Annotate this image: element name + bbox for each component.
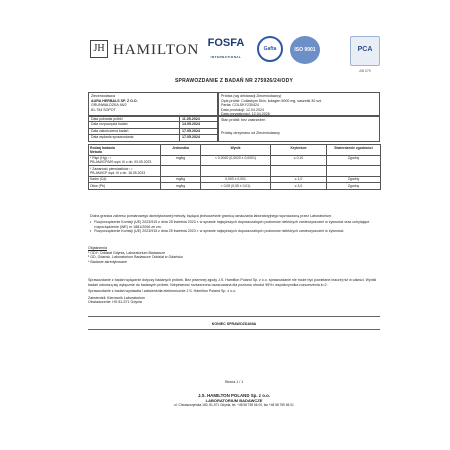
sample-box — [218, 92, 380, 116]
column-header-conformity: Stwierdzenie zgodności — [327, 145, 381, 156]
criterion-cell: ≤ 3,0 — [271, 183, 327, 189]
sample-state-box — [218, 116, 380, 142]
legend-line: ¹ ODY: Oddział Gdynia, Laboratorium Badawcze — [88, 250, 166, 255]
result-cell: 0,003 ± 0,001 — [201, 176, 271, 182]
sample-desc: Opis próbki: Collaskym Skin, kolagen 5000 mg, saszetki 30 szt. — [221, 98, 322, 103]
conformity-cell: Zgodny — [327, 183, 381, 189]
date-row — [88, 135, 218, 141]
fosfa-label: FOSFA — [207, 37, 245, 49]
result-cell — [201, 166, 271, 177]
column-header-unit: Jednostka — [161, 145, 201, 156]
date-label: Data pobrania próbki — [91, 117, 123, 121]
column-header-result: Wynik — [201, 145, 271, 156]
sample-label: Próbka (wg deklaracji Zleceniodawcy) — [221, 94, 282, 98]
bullet-icon: • — [90, 229, 92, 234]
table-row — [89, 183, 381, 189]
sample-expiry: Data przydatności: 12.04.2026 — [221, 112, 270, 117]
criterion-cell: ≤ 1,0 — [271, 176, 327, 182]
test-cell: Ołów (Pb) — [89, 183, 161, 189]
fosfa-sub-label: INTERNATIONAL — [210, 55, 242, 59]
sample-condition: Stan próbki: bez zastrzeżeń — [221, 118, 266, 122]
pca-number: AB 079 — [359, 69, 371, 73]
test-name: * Zawartość pierwiastków ¹ ² — [90, 166, 133, 171]
test-method: PB-AM/ICP wyd. III z dn. 18.05.2023 — [90, 170, 146, 175]
client-street: GRUNWALDZKA 46/2 — [91, 103, 127, 108]
table-row — [89, 166, 381, 177]
conformity-cell — [327, 166, 381, 177]
date-value: 14.05.2024 — [179, 122, 217, 127]
notes-section — [90, 214, 380, 234]
legend-line: ² GD, Gdańsk, Laboratorium Badawcze Oddział w Gdańsku — [88, 255, 183, 260]
note-text: Rozporządzenie Komisji (UE) 2023/915 z dnia 25 kwietnia 2023 r. w sprawie najwyższych dopuszczalnych poziomów niektórych zanieczyszczeń w żywności. — [94, 229, 345, 234]
test-cell — [89, 166, 161, 177]
unit-cell: mg/kg — [161, 183, 201, 189]
column-header-criterion: Kryterium — [271, 145, 327, 156]
sample-source: Próbkę otrzymano od Zleceniodawcy — [221, 131, 280, 135]
date-value: 17.05.2024 — [179, 135, 217, 140]
report-title: SPRAWOZDANIE Z BADAŃ NR 275926/24/ODY — [175, 78, 293, 84]
sample-production: Data produkcji: 12.04.2024 — [221, 107, 264, 112]
date-value: 11.05.2024 — [179, 117, 217, 121]
footer-lab: LABORATORIUM BADAWCZE — [205, 398, 263, 404]
footnote-section — [88, 278, 380, 305]
footnote-text: Oświadczenie: HS 81-571 Gdynia — [88, 300, 142, 305]
results-table — [88, 144, 381, 190]
legend-section — [88, 246, 380, 264]
test-name: * Rtęć (Hg) ¹ ² — [90, 156, 111, 161]
unit-cell: mg/kg — [161, 155, 201, 166]
pca-logo: PCA — [350, 36, 380, 66]
report-sheet — [88, 78, 380, 408]
divider — [88, 329, 380, 330]
date-value: 17.05.2024 — [179, 129, 217, 134]
criterion-cell: ≤ 0,10 — [271, 155, 327, 166]
table-header-row — [89, 145, 381, 156]
brand-name: HAMILTON — [113, 42, 200, 58]
hamilton-logo-icon: JH — [90, 40, 108, 58]
page-footer — [88, 393, 380, 408]
test-method: PB-AM/ICP/MS wyd. III z dn. 03.05.2023 — [90, 160, 152, 165]
date-label: Data wydania sprawozdania — [91, 135, 134, 140]
legend-line: * Badanie akredytowane — [88, 259, 127, 264]
iso-logo: ISO 9001 — [290, 36, 320, 64]
test-cell: Kadm (Cd) — [89, 176, 161, 182]
note-bullet — [90, 220, 380, 229]
note-text: Rozporządzenie Komisji (UE) 2023/915 z dnia 25 kwietnia 2023 r. w sprawie najwyższych dopuszczalnych poziomów niektórych zanieczyszczeń w żywności oraz uchylające rozporządzenie (WE) nr 1881/2006 ze zm. — [94, 220, 370, 229]
gafta-logo: Gafta — [257, 36, 283, 62]
client-city: 81-754 SOPOT — [91, 107, 116, 112]
result-cell: < 0,0020 (0,0020 ± 0,0001) — [201, 155, 271, 166]
dates-table — [88, 116, 218, 142]
unit-cell: mg/kg — [161, 176, 201, 182]
criterion-cell — [271, 166, 327, 177]
footnote-text: Sprawozdanie z badań wyłącznie dotyczy badanych próbek. Bez pisemnej zgody J.S. Hamilton Poland Sp. z o.o. sprawozdanie nie może być powielane inaczej niż w całości. Wyniki badań odnoszą się wyłącznie do badanych próbek. Niepewność rozszerzona oszacowana dla poziomu ufności 95% i współczynnika rozszerzenia k=2. — [88, 278, 377, 287]
client-name: AURA HERBALS SP. Z O.O. — [91, 98, 138, 103]
note-intro: Dolna granica zakresu pomiarowego akredytowanej metody, będąca jednocześnie granicą oznaczania laboratoryjnego wyznaczoną przez Laboratorium. — [90, 214, 333, 218]
client-box — [88, 92, 218, 116]
fosfa-logo — [200, 36, 252, 64]
client-label: Zleceniodawca — [91, 94, 115, 98]
result-cell: < 0,05 (0,05 ± 0,01) — [201, 183, 271, 189]
date-label: Data zakończenia badań — [91, 128, 129, 133]
sample-batch: Partia: COLSKY230424 — [221, 103, 259, 108]
footer-company: J.S. HAMILTON POLAND Sp. z o.o. — [197, 393, 271, 398]
column-header-test: Rodzaj badania Metoda — [89, 145, 161, 156]
unit-cell — [161, 166, 201, 177]
page-number: Strona 1 / 1 — [224, 380, 244, 384]
table-row — [89, 155, 381, 166]
test-cell — [89, 155, 161, 166]
legend-heading: Objaśnienia — [88, 246, 107, 250]
footer-address: ul. Chwaszczyńska 180, 81-571 Gdynia, tel. +48 58 769 66 00, fax +48 58 769 66 01 — [174, 403, 294, 408]
date-label: Data rozpoczęcia badań — [91, 122, 128, 127]
footnote-text: Zatwierdził: Kierownik Laboratorium — [88, 295, 145, 300]
end-of-report: KONIEC SPRAWOZDANIA — [211, 322, 257, 326]
note-bullet — [90, 229, 380, 234]
bullet-icon: • — [90, 220, 92, 225]
divider — [88, 316, 380, 317]
conformity-cell: Zgodny — [327, 155, 381, 166]
conformity-cell: Zgodny — [327, 176, 381, 182]
footnote-text: Sprawozdanie z badań wystawiła i zatwierdziła elektronicznie J.S. Hamilton Poland Sp. z o.o. — [88, 289, 237, 294]
